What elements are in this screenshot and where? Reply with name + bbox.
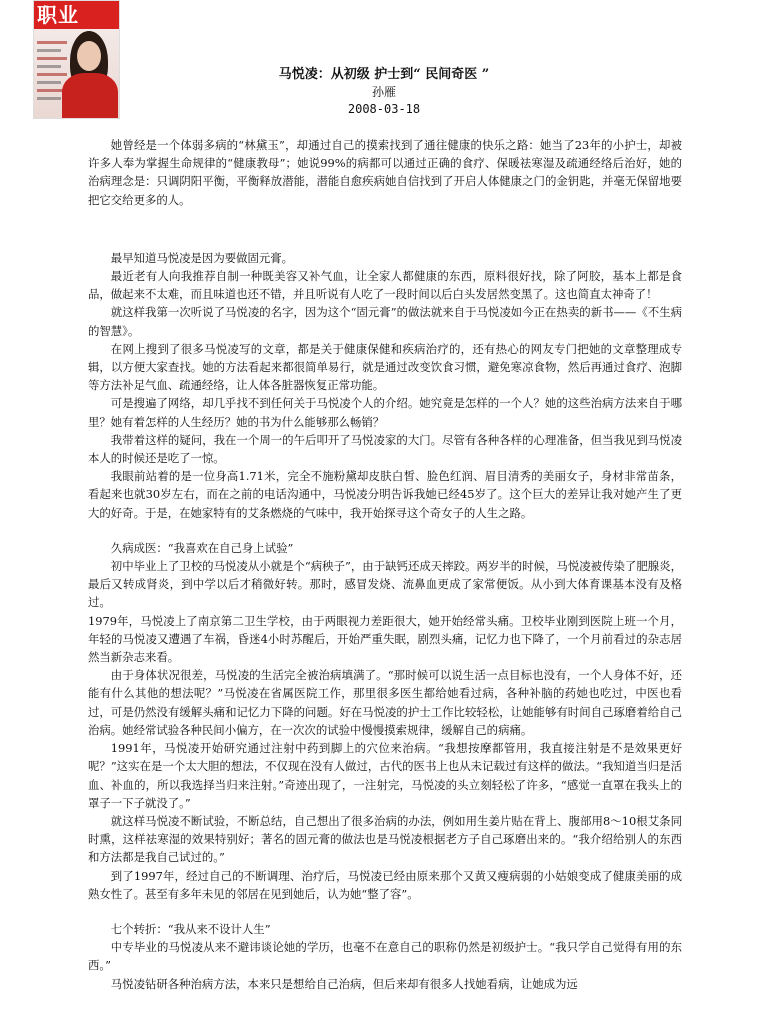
body-paragraph: 我眼前站着的是一位身高1.71米，完全不施粉黛却皮肤白皙、脸色红润、眉目清秀的美丽女子，身材非常苗条，看起来也就30岁左右，而在之前的电话沟通中，马悦凌分明告诉我她已经45岁了。这个巨大的差异让我对她产生了更大的好奇。于是，在她家特有的艾条燃烧的气味中，我开始探寻这个奇女子的人生之路。 [88,469,682,520]
body-paragraph: 最近老有人向我推荐自制一种既美容又补气血，让全家人都健康的东西，原料很好找，除了阿胶，基本上都是食品，做起来不太难，而且味道也还不错，并且听说有人吃了一段时间以后白头发居然变黑了。这也简直太神奇了！ [88,269,682,302]
body-paragraph: 马悦凌钻研各种治病方法，本来只是想给自己治病，但后来却有很多人找她看病，让她成为远 [110,976,578,991]
body-paragraph: 在网上搜到了很多马悦凌写的文章，都是关于健康保健和疾病治疗的，还有热心的网友专门把她的文章整理成专辑，以方便大家查找。她的方法看起来都很简单易行，就是通过改变饮食习惯，避免寒凉食物，然后再通过食疗、泡脚等方法补足气血、疏通经络，让人体各脏器恢复正常功能。 [88,341,682,393]
body-paragraph: 就这样我第一次听说了马悦凌的名字，因为这个“固元膏”的做法就来自于马悦凌如今正在热卖的新书——《不生病的智慧》。 [88,305,682,338]
cover-masthead: 职业 [34,1,120,29]
body-paragraph: 1979年，马悦凌上了南京第二卫生学校，由于两眼视力差距很大，她开始经常头痛。卫校毕业刚到医院上班一个月，年轻的马悦凌又遭遇了车祸，昏迷4小时苏醒后，开始严重失眠，剧烈头痛，记忆力也下降了，一个月前看过的杂志居然当新杂志来看。 [88,613,682,665]
section-heading: 七个转折：“我从来不设计人生” [110,921,271,936]
article-author: 孙雁 [371,85,396,99]
body-paragraph: 1991年，马悦凌开始研究通过注射中药到脚上的穴位来治病。“我想按摩都管用，我直接注射是不是效果更好呢？”这实在是一个太大胆的想法，不仅现在没有人做过，古代的医书上也从未记载过有这样的做法。“我知道当归是活血、补血的，所以我选择当归来注射。”奇迹出现了，一注射完，马悦凌的头立刻轻松了许多，“感觉一直罩在我头上的罩子一下子就没了。” [88,741,682,810]
body-paragraph: 可是搜遍了网络，却几乎找不到任何关于马悦凌个人的介绍。她究竟是怎样的一个人？她的这些治病方法来自于哪里？她有着怎样的人生经历？她的书为什么能够那么畅销？ [88,396,682,429]
body-paragraph: 初中毕业上了卫校的马悦凌从小就是个“病秧子”，由于缺钙还成天摔跤。两岁半的时候，马悦凌被传染了肥腺炎，最后又转成肾炎，到中学以后才稍微好转。那时，感冒发烧、流鼻血更成了家常便饭。从小到大体育课基本没有及格过。 [88,559,682,610]
article-date: 2008-03-18 [347,102,421,116]
article-header [0,66,768,118]
body-paragraph: 最早知道马悦凌是因为要做固元膏。 [110,250,294,265]
body-paragraph: 我带着这样的疑问，我在一个周一的午后叩开了马悦凌家的大门。尽管有各种各样的心理准备，但当我见到马悦凌本人的时候还是吃了一惊。 [88,432,682,466]
body-paragraph: 到了1997年，经过自己的不断调理、治疗后，马悦凌已经由原来那个又黄又瘦病弱的小姑娘变成了健康美丽的成熟女性了。甚至有多年未见的邻居在见到她后，认为她“整了容”。 [88,868,682,901]
intro-paragraph: 她曾经是一个体弱多病的“林黛玉”，却通过自己的摸索找到了通往健康的快乐之路：她当了23年的小护士，却被许多人奉为掌握生命规律的“健康教母”；她说99%的病都可以通过正确的食疗、保暖祛寒湿及疏通经络后治好，她的治病理念是：只调阴阳平衡，平衡释放潜能，潜能自愈疾病她自信找到了开启人体健康之门的金钥匙，并毫无保留地要把它交给更多的人。 [88,138,682,207]
body-paragraph: 由于身体状况很差，马悦凌的生活完全被治病填满了。“那时候可以说生活一点目标也没有，一个人身体不好，还能有什么其他的想法呢？”马悦凌在省属医院工作，那里很多医生都给她看过病，各种补脑的药她也吃过，中医也看过，可是仍然没有缓解头痛和记忆力下降的问题。好在马悦凌的护士工作比较轻松，让她能够有时间自己琢磨着给自己治病。她经常试验各种民间小偏方，在一次次的试验中慢慢摸索规律，缓解自己的病痛。 [88,668,682,737]
body-paragraph: 就这样马悦凌不断试验，不断总结，自己想出了很多治病的办法，例如用生姜片贴在背上、腹部用8～10根艾条同时熏，这样祛寒湿的效果特别好；著名的固元膏的做法也是马悦凌根据老方子自己琢磨出来的。“我介绍给别人的东西和方法都是我自己试过的。” [88,813,682,865]
article-title: 马悦凌：从初级 护士到“ 民间奇医 ” [278,67,490,82]
section-heading: 久病成医：“我喜欢在自己身上试验” [110,540,294,555]
article-body [88,136,682,993]
body-paragraph: 中专毕业的马悦凌从来不避讳谈论她的学历，也毫不在意自己的职称仍然是初级护士。“我只学自己觉得有用的东西。” [88,940,682,973]
